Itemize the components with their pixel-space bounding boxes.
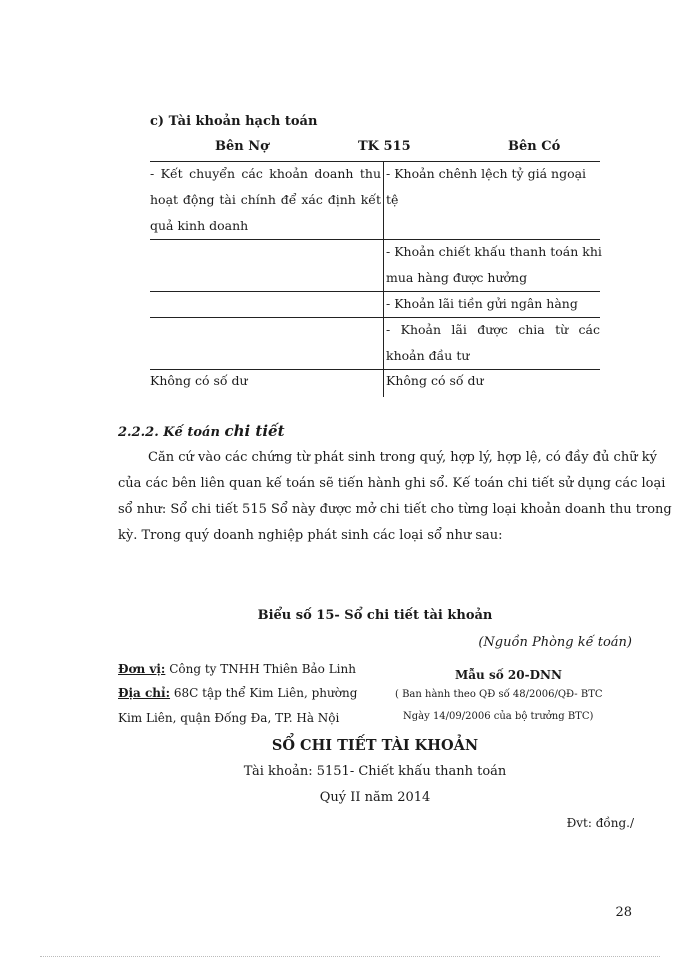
credit-entry-line: - Khoản lãi được chia từ các [386,322,600,337]
account-line: Tài khoản: 5151- Chiết khấu thanh toán [243,764,507,779]
section-title-emphasis: chi tiết [224,422,285,440]
unit-label: Đơn vị: [118,662,166,676]
body-paragraph [118,445,672,549]
ledger-title: SỔ CHI TIẾT TÀI KHOẢN [271,737,479,754]
page-bottom-edge [40,956,660,958]
address-value: 68C tập thể Kim Liên, phường [173,686,358,700]
debit-entry-line: quả kinh doanh [150,218,249,233]
debit-balance: Không có số dư [150,373,248,388]
credit-entry-line: khoản đầu tư [386,348,470,363]
credit-entry-dividend [386,317,600,369]
currency-unit: Đvt: đồng./ [566,816,634,830]
section-heading [118,422,285,440]
credit-entry-exchange [386,161,600,213]
credit-entry-discount [386,239,600,291]
paragraph-line: Căn cứ vào các chứng từ phát sinh trong quý, hợp lý, hợp lệ, có đầy đủ chữ ký [148,450,657,465]
debit-entry-line: hoạt động tài chính để xác định kết [150,192,381,207]
form-source: (Nguồn Phòng kế toán) [478,635,632,650]
credit-entry-interest [386,291,600,317]
section-number: 2.2.2. [118,425,159,440]
credit-balance: Không có số dư [386,373,484,388]
decree-line: ( Ban hành theo QĐ số 48/2006/QĐ- BTC [395,689,603,700]
decree-line: Ngày 14/09/2006 của bộ trưởng BTC) [403,711,594,722]
column-debit-header: Bên Nợ [215,139,269,154]
paragraph-line: của các bên liên quan kế toán sẽ tiến hành ghi sổ. Kế toán chi tiết sử dụng các loại [118,476,666,491]
address-label: Địa chỉ: [118,686,171,700]
paragraph-line: kỳ. Trong quý doanh nghiệp phát sinh các loại sổ như sau: [118,528,503,543]
credit-entry-line: - Khoản chênh lệch tỷ giá ngoại tệ [386,166,587,207]
address-line-2: Kim Liên, quận Đống Đa, TP. Hà Nội [118,711,340,725]
credit-entry-line: - Khoản chiết khấu thanh toán khi [386,244,602,259]
paragraph-line: sổ như: Sổ chi tiết 515 Sổ này được mở chi tiết cho từng loại khoản doanh thu trong [118,502,672,517]
account-code-header: TK 515 [358,139,411,154]
form-caption: Biểu số 15- Sổ chi tiết tài khoản [257,608,493,623]
section-title: Kế toán [163,425,220,440]
credit-entry-line: - Khoản lãi tiền gửi ngân hàng [386,296,578,311]
column-credit-header: Bên Có [508,139,561,154]
section-c-title: c) Tài khoản hạch toán [150,114,318,129]
credit-entry-line: mua hàng được hưởng [386,270,528,285]
debit-entry-line: - Kết chuyển các khoản doanh thu [150,166,381,181]
form-number: Mẫu số 20-DNN [455,668,562,682]
unit-value: Công ty TNHH Thiên Bảo Linh [169,662,356,676]
page-number: 28 [615,905,632,920]
table-center-divider [383,161,384,397]
unit-line [118,662,356,676]
address-line [118,686,357,700]
period-line: Quý II năm 2014 [319,790,431,805]
debit-entry-closing [150,161,381,239]
